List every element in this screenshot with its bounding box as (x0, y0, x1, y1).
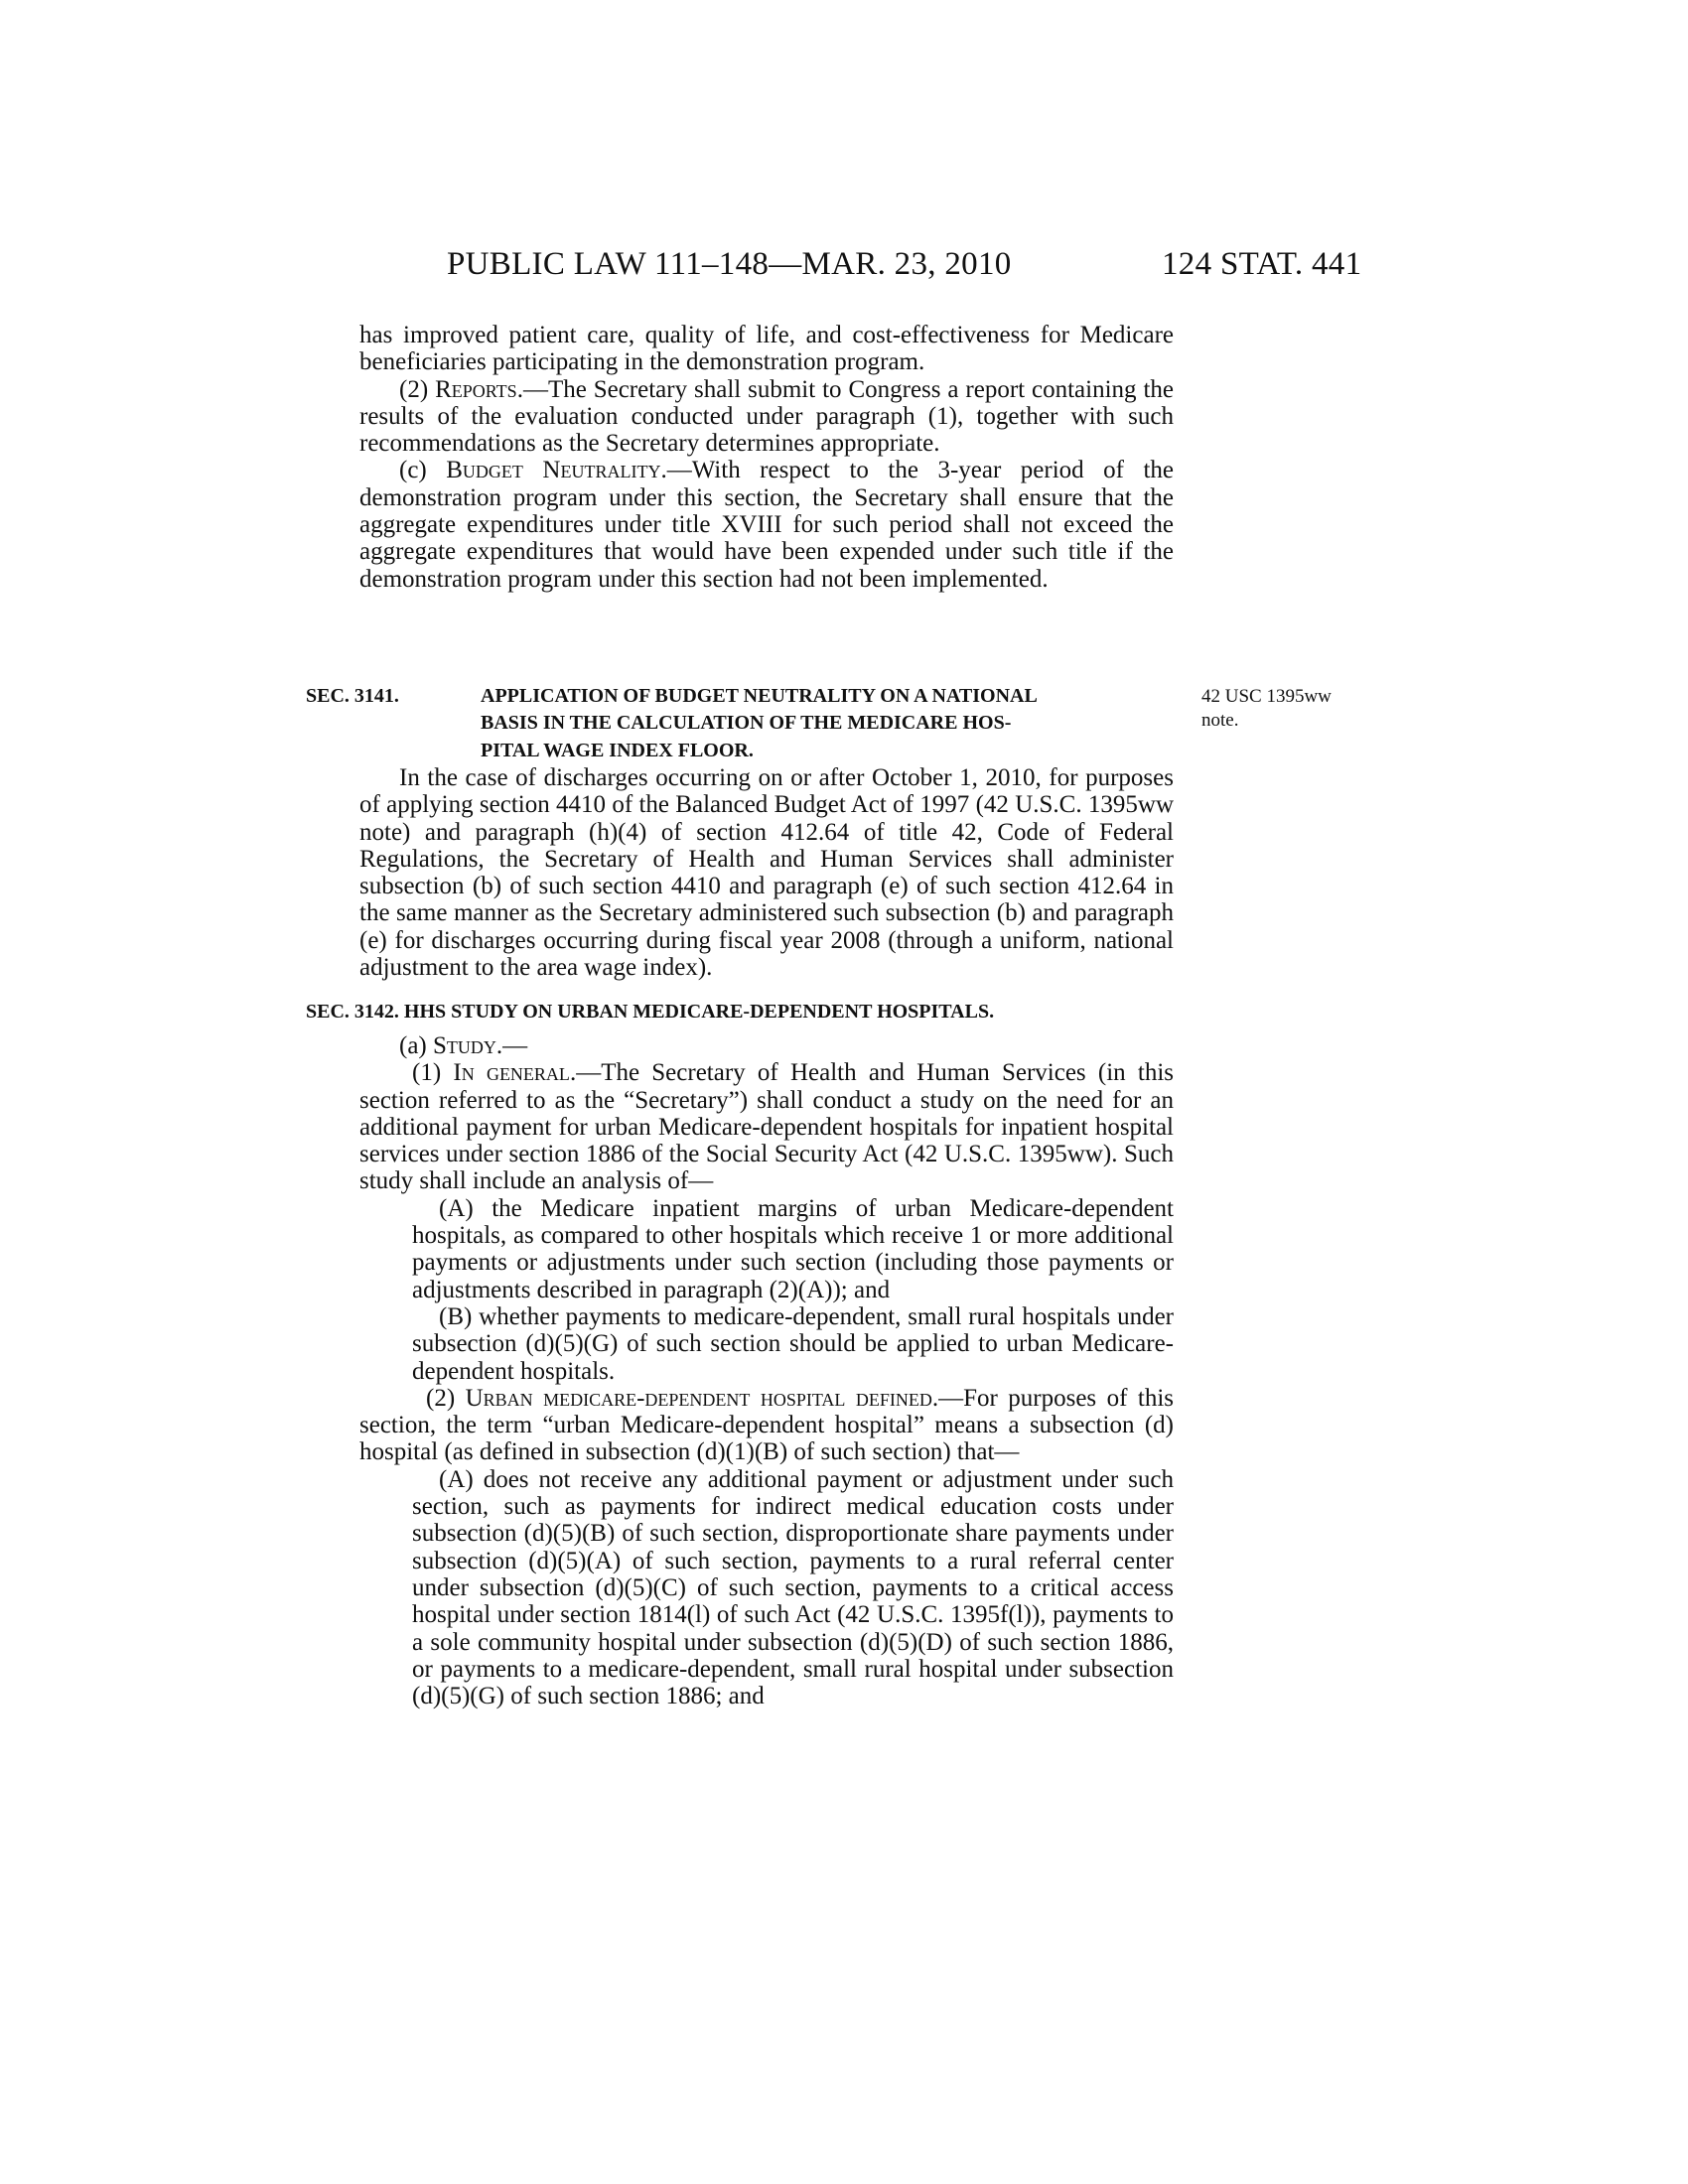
paragraph-in-general (359, 1059, 1174, 1194)
paragraph-label: (a) (399, 1032, 433, 1059)
paragraph-label: (2) (426, 1384, 466, 1412)
running-head-left: PUBLIC LAW 111–148—MAR. 23, 2010 (447, 246, 1012, 282)
section-title-line: PITAL WAGE INDEX FLOOR. (481, 739, 754, 761)
section-number: SEC. 3141. (306, 685, 399, 707)
paragraph-heading: Reports (435, 375, 517, 403)
continued-section-text (359, 322, 1174, 593)
paragraph-body: .—The Secretary shall submit to Congress a report containing the results of the evaluation conducted under paragraph (1), together with such recommendations as the Secretary determines appropriate. (359, 375, 1174, 458)
paragraph-body: .—With respect to the 3-year period of the demonstration program under this section, the Secretary shall ensure that the aggregate expenditures under title XVIII for such period shall not exceed the aggregate expenditures that would have been expended under such title if the demonstration program under this section had not been implemented. (359, 457, 1175, 593)
paragraph-definition (359, 1385, 1174, 1466)
section-3141-body (359, 764, 1174, 981)
paragraph-budget-neutrality (359, 457, 1174, 592)
paragraph-label: (1) (412, 1059, 454, 1087)
section-title: HHS STUDY ON URBAN MEDICARE-DEPENDENT HOSPITALS. (403, 1001, 995, 1023)
section-title-line: APPLICATION OF BUDGET NEUTRALITY ON A NATIONAL (481, 685, 1038, 707)
subparagraph-a: (A) does not receive any additional payment or adjustment under such section, such as payments for indirect medical education costs under subsection (d)(5)(B) of such section, disproportionate share payments under subsection (d)(5)(A) of such section, payments to a rural referral center under subsection (d)(5)(C) of such section, payments to a critical access hospital under section 1814(l) of such Act (42 U.S.C. 1395f(l)), payments to a sole community hospital under subsection (d)(5)(D) of such section 1886, or payments to a medicare-dependent, small rural hospital under subsection (d)(5)(G) of such section 1886; and (412, 1465, 1174, 1710)
subparagraph-a: (A) the Medicare inpatient margins of urban Medicare-dependent hospitals, as compared to other hospitals which receive 1 or more additional payments or adjustments under such section (including those payments or adjustments described in paragraph (2)(A)); and (412, 1194, 1174, 1303)
paragraph-body: .—For purposes of this section, the term “urban Medicare-dependent hospital” means a subsection (d) hospital (as defined in subsection (d)(1)(B) of such section) that— (359, 1384, 1174, 1466)
paragraph-label: (c) (399, 457, 447, 484)
paragraph-heading: In general (453, 1059, 570, 1087)
paragraph-heading: Urban medicare-dependent hospital defined (465, 1384, 932, 1412)
margin-note (1201, 685, 1332, 733)
paragraph-reports (359, 376, 1174, 458)
paragraph-heading: Study (433, 1032, 496, 1059)
paragraph-heading: Budget Neutrality (446, 457, 661, 484)
paragraph-continuation: has improved patient care, quality of life, and cost-effectiveness for Medicare beneficiaries participating in the demonstration program. (359, 322, 1174, 376)
paragraph-label: (2) (399, 375, 436, 403)
section-title-line: BASIS IN THE CALCULATION OF THE MEDICARE HOS- (481, 712, 1012, 735)
margin-note-line: 42 USC 1395ww (1201, 686, 1332, 707)
paragraph-body: .— (495, 1032, 528, 1059)
section-3141-heading (306, 683, 1180, 764)
subsection-study (359, 1032, 1174, 1059)
section-3142-body (359, 1032, 1174, 1709)
section-number: SEC. 3142. (306, 1001, 399, 1023)
margin-note-line: note. (1201, 710, 1239, 731)
paragraph-body: .—The Secretary of Health and Human Services (in this section referred to as the “Secretary”) shall conduct a study on the need for an additional payment for urban Medicare-dependent hospitals for inpatient hospital services under section 1886 of the Social Security Act (42 U.S.C. 1395ww). Such study shall include an analysis of— (359, 1059, 1175, 1195)
subparagraph-b: (B) whether payments to medicare-dependent, small rural hospitals under subsection (d)(5)(G) of such section should be applied to urban Medicare-dependent hospitals. (412, 1302, 1174, 1385)
running-head-page-number: 124 STAT. 441 (1162, 246, 1362, 282)
paragraph-body: In the case of discharges occurring on or after October 1, 2010, for purposes of applying section 4410 of the Balanced Budget Act of 1997 (42 U.S.C. 1395ww note) and paragraph (h)(4) of section 412.64 of title 42, Code of Federal Regulations, the Secretary of Health and Human Services shall administer subsection (b) of such section 4410 and paragraph (e) of such section 412.64 in the same manner as the Secretary administered such subsection (b) and paragraph (e) for discharges occurring during fiscal year 2008 (through a uniform, national adjustment to the area wage index). (359, 764, 1174, 982)
section-3142-heading (306, 999, 1199, 1025)
